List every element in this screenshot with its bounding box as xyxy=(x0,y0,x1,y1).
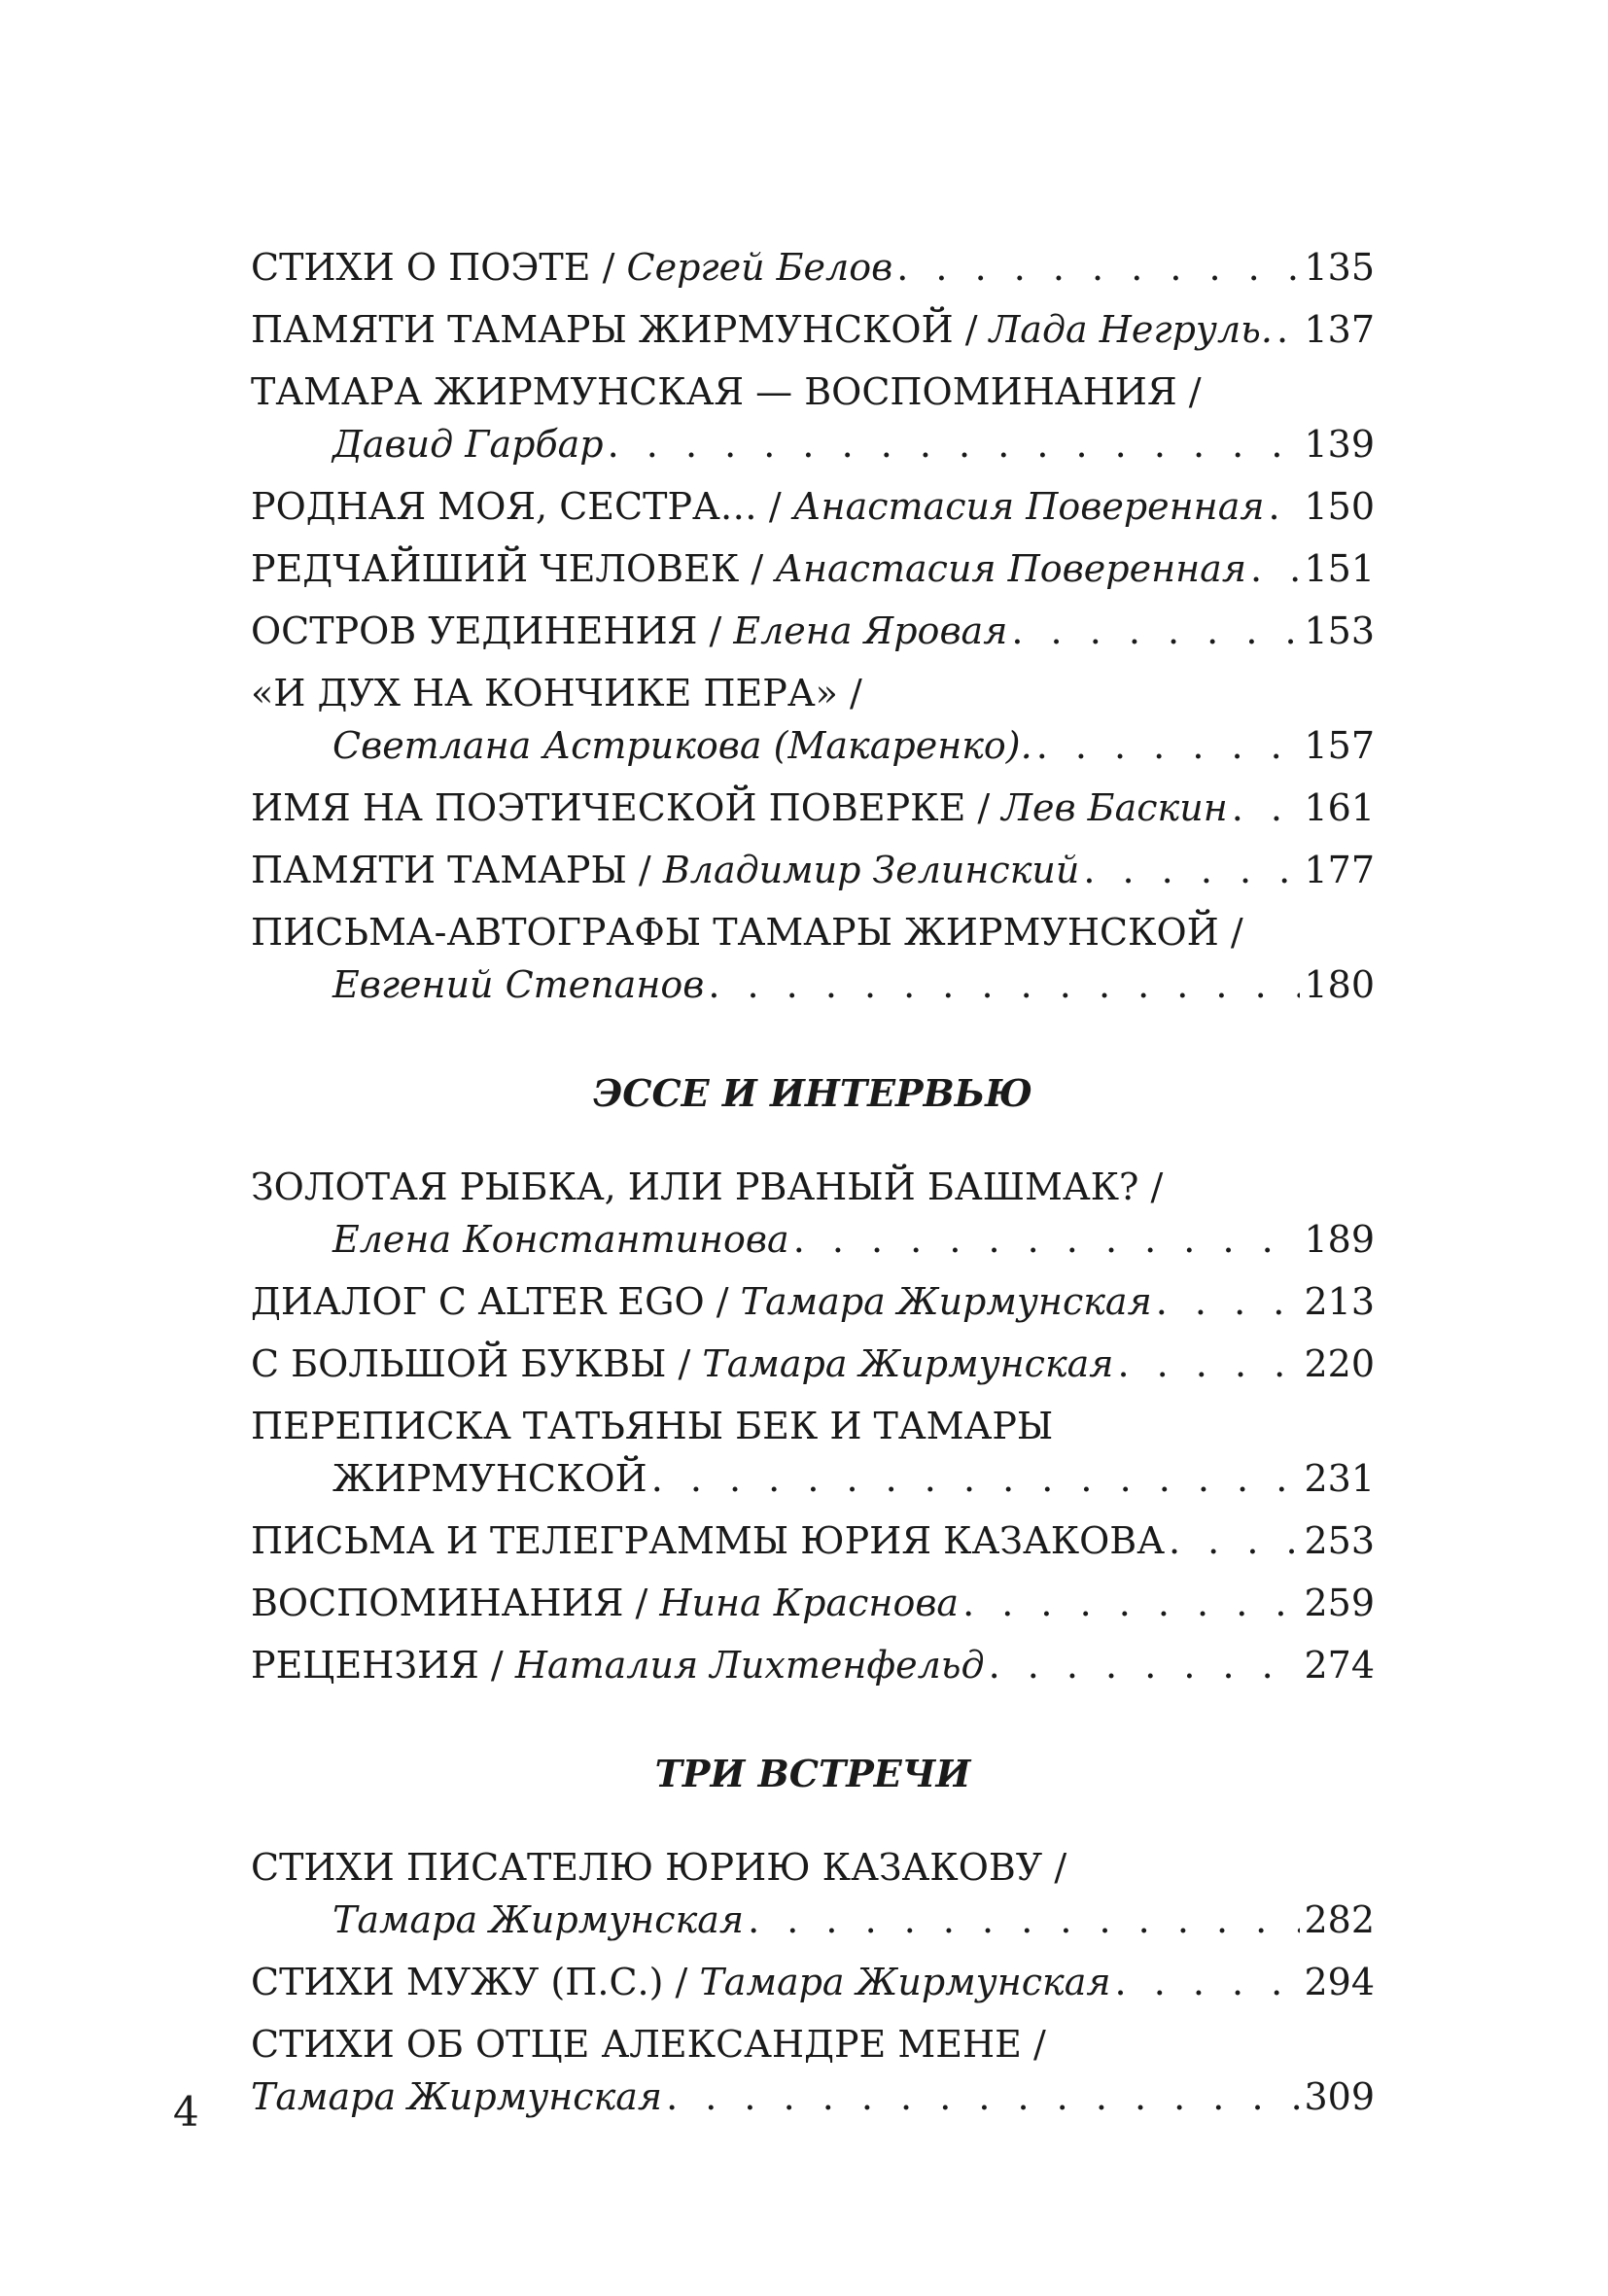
entry-author: Тамара Жирмунская xyxy=(740,1280,1152,1323)
entry-author: Тамара Жирмунская xyxy=(699,1961,1111,2003)
entry-text xyxy=(251,1577,959,1629)
entry-author: Владимир Зелинский xyxy=(662,849,1080,891)
entry-text xyxy=(251,1338,1113,1390)
entry-author: Наталия Лихтенфельд xyxy=(514,1644,985,1687)
entry-author: Лев Баскин xyxy=(1001,786,1228,829)
toc-entry-line xyxy=(251,1452,1375,1505)
dot-leader xyxy=(748,1894,1300,1946)
toc-entry xyxy=(251,1956,1375,2008)
toc-entry-line xyxy=(251,2018,1375,2070)
entry-text xyxy=(332,418,604,470)
entry-title: ОСТРОВ УЕДИНЕНИЯ / xyxy=(251,609,722,652)
entry-author: Анастасия Поверенная xyxy=(775,547,1246,590)
toc-entry-line xyxy=(251,1841,1375,1894)
entry-title: ЗОЛОТАЯ РЫБКА, ИЛИ РВАНЫЙ БАШМАК? / xyxy=(251,1165,1164,1208)
entry-text xyxy=(251,605,1007,657)
entry-text xyxy=(251,1514,1165,1567)
dot-leader xyxy=(989,1639,1301,1691)
section-title: ЭССЕ И ИНТЕРВЬЮ xyxy=(592,1071,1033,1115)
entry-text xyxy=(332,1894,744,1946)
dot-leader xyxy=(608,418,1301,470)
dot-leader xyxy=(708,958,1300,1011)
entry-page-number: 189 xyxy=(1304,1218,1375,1261)
entry-page-number: 231 xyxy=(1304,1457,1375,1500)
toc-entry-line xyxy=(251,1894,1375,1946)
entry-title: СТИХИ МУЖУ (П.С.) / xyxy=(251,1961,688,2003)
entry-author: Елена Яровая xyxy=(733,609,1008,652)
entry-page-number: 153 xyxy=(1304,609,1375,652)
entry-page-number: 274 xyxy=(1304,1644,1375,1687)
toc-entry-line xyxy=(251,605,1375,657)
toc-entry-line xyxy=(251,542,1375,595)
toc-entry xyxy=(251,1275,1375,1328)
entry-title: С БОЛЬШОЙ БУКВЫ / xyxy=(251,1342,691,1385)
entry-title: СТИХИ ОБ ОТЦЕ АЛЕКСАНДРЕ МЕНЕ / xyxy=(251,2023,1046,2066)
page-number: 4 xyxy=(173,2088,199,2136)
toc-entry xyxy=(251,1577,1375,1629)
toc-entry-line xyxy=(251,1400,1375,1452)
dot-leader xyxy=(1250,542,1300,595)
entry-title: ПИСЬМА И ТЕЛЕГРАММЫ ЮРИЯ КАЗАКОВА xyxy=(251,1519,1165,1562)
toc-entry-line xyxy=(251,667,1375,719)
section-title: ТРИ ВСТРЕЧИ xyxy=(654,1752,971,1795)
entry-page-number: 282 xyxy=(1304,1898,1375,1941)
dot-leader xyxy=(1036,719,1301,772)
entry-author: Светлана Астрикова (Макаренко). xyxy=(332,724,1032,767)
dot-leader xyxy=(1117,1338,1300,1390)
toc-entry-line xyxy=(251,418,1375,470)
toc-entry-line xyxy=(251,303,1375,356)
toc-entry-line xyxy=(251,1161,1375,1213)
toc-entry-line xyxy=(251,1577,1375,1629)
entry-text xyxy=(251,2070,662,2123)
toc-entry-line xyxy=(251,241,1375,294)
toc-entry-line xyxy=(251,365,1375,418)
toc-entry xyxy=(251,1841,1375,1946)
entry-author: Тамара Жирмунская xyxy=(251,2075,663,2118)
entry-page-number: 150 xyxy=(1304,485,1375,528)
toc-entry xyxy=(251,1338,1375,1390)
toc-entry xyxy=(251,605,1375,657)
toc-entry xyxy=(251,241,1375,294)
toc-entry-line xyxy=(251,906,1375,958)
toc-entry xyxy=(251,1639,1375,1691)
entry-page-number: 220 xyxy=(1304,1342,1375,1385)
entry-title: СТИХИ ПИСАТЕЛЮ ЮРИЮ КАЗАКОВУ / xyxy=(251,1846,1067,1889)
toc-entry-line xyxy=(251,1275,1375,1328)
entry-author: Сергей Белов xyxy=(626,246,893,289)
entry-title: ПИСЬМА-АВТОГРАФЫ ТАМАРЫ ЖИРМУНСКОЙ / xyxy=(251,911,1243,954)
table-of-contents xyxy=(251,241,1375,2123)
entry-text xyxy=(251,1275,1152,1328)
entry-title-continued: ЖИРМУНСКОЙ xyxy=(332,1457,647,1500)
entry-page-number: 151 xyxy=(1304,547,1375,590)
toc-entry xyxy=(251,542,1375,595)
entry-text xyxy=(332,1452,647,1505)
entry-title: ТАМАРА ЖИРМУНСКАЯ — ВОСПОМИНАНИЯ / xyxy=(251,370,1202,413)
entry-text xyxy=(332,719,1032,772)
dot-leader xyxy=(651,1452,1301,1505)
toc-entry-line xyxy=(251,844,1375,896)
entry-title: СТИХИ О ПОЭТЕ / xyxy=(251,246,615,289)
dot-leader xyxy=(666,2070,1300,2123)
entry-title: ДИАЛОГ С ALTER EGO / xyxy=(251,1280,729,1323)
entry-page-number: 157 xyxy=(1304,724,1375,767)
entry-author: Елена Константинова xyxy=(332,1218,789,1261)
toc-entry xyxy=(251,782,1375,834)
entry-author: Нина Краснова xyxy=(659,1582,960,1624)
entry-text xyxy=(251,844,1079,896)
entry-text xyxy=(251,241,892,294)
toc-entry-line xyxy=(251,958,1375,1011)
entry-page-number: 253 xyxy=(1304,1519,1375,1562)
entry-title: РОДНАЯ МОЯ, СЕСТРА… / xyxy=(251,485,782,528)
toc-entry xyxy=(251,365,1375,470)
entry-text xyxy=(251,480,1265,533)
toc-entry-line xyxy=(251,1338,1375,1390)
entry-page-number: 139 xyxy=(1304,423,1375,466)
dot-leader xyxy=(1276,303,1301,356)
toc-entry xyxy=(251,303,1375,356)
dot-leader xyxy=(793,1213,1301,1266)
toc-entry-line xyxy=(251,1956,1375,2008)
entry-title: ПЕРЕПИСКА ТАТЬЯНЫ БЕК И ТАМАРЫ xyxy=(251,1405,1054,1447)
entry-page-number: 294 xyxy=(1304,1961,1375,2003)
dot-leader xyxy=(1269,480,1301,533)
toc-entry xyxy=(251,906,1375,1011)
entry-text xyxy=(251,303,1273,356)
toc-entry-line xyxy=(251,1639,1375,1691)
entry-title: РЕЦЕНЗИЯ / xyxy=(251,1644,504,1687)
entry-title: ПАМЯТИ ТАМАРЫ ЖИРМУНСКОЙ / xyxy=(251,308,978,351)
entry-author: Лада Негруль. xyxy=(989,308,1273,351)
entry-author: Давид Гарбар xyxy=(332,423,604,466)
entry-author: Тамара Жирмунская xyxy=(702,1342,1114,1385)
dot-leader xyxy=(1232,782,1301,834)
entry-page-number: 309 xyxy=(1304,2075,1375,2118)
dot-leader xyxy=(1169,1514,1300,1567)
entry-title: ИМЯ НА ПОЭТИЧЕСКОЙ ПОВЕРКЕ / xyxy=(251,786,991,829)
entry-text xyxy=(332,1213,789,1266)
entry-title: ВОСПОМИНАНИЯ / xyxy=(251,1582,648,1624)
dot-leader xyxy=(896,241,1300,294)
toc-entry-line xyxy=(251,1514,1375,1567)
toc-entry xyxy=(251,1161,1375,1266)
dot-leader xyxy=(1115,1956,1301,2008)
toc-entry xyxy=(251,480,1375,533)
entry-page-number: 161 xyxy=(1304,786,1375,829)
toc-entry-line xyxy=(251,782,1375,834)
toc-entry xyxy=(251,667,1375,772)
entry-text xyxy=(332,958,704,1011)
entry-title: ПАМЯТИ ТАМАРЫ / xyxy=(251,849,651,891)
entry-title: «И ДУХ НА КОНЧИКЕ ПЕРА» / xyxy=(251,672,862,714)
entry-text xyxy=(251,542,1246,595)
entry-author: Евгений Степанов xyxy=(332,963,705,1006)
entry-text xyxy=(251,782,1228,834)
toc-entry-line xyxy=(251,480,1375,533)
entry-author: Анастасия Поверенная xyxy=(792,485,1265,528)
entry-page-number: 135 xyxy=(1304,246,1375,289)
dot-leader xyxy=(1083,844,1300,896)
entry-author: Тамара Жирмунская xyxy=(332,1898,745,1941)
entry-page-number: 177 xyxy=(1304,849,1375,891)
entry-page-number: 259 xyxy=(1304,1582,1375,1624)
toc-entry xyxy=(251,1400,1375,1505)
entry-title: РЕДЧАЙШИЙ ЧЕЛОВЕК / xyxy=(251,547,764,590)
entry-text xyxy=(251,1639,985,1691)
entry-page-number: 180 xyxy=(1304,963,1375,1006)
entry-page-number: 137 xyxy=(1304,308,1375,351)
entry-text xyxy=(251,1956,1111,2008)
toc-entry xyxy=(251,2018,1375,2123)
toc-entry-line xyxy=(251,2070,1375,2123)
entry-page-number: 213 xyxy=(1304,1280,1375,1323)
toc-entry-line xyxy=(251,1213,1375,1266)
dot-leader xyxy=(962,1577,1300,1629)
toc-entry xyxy=(251,844,1375,896)
dot-leader xyxy=(1156,1275,1301,1328)
dot-leader xyxy=(1011,605,1300,657)
toc-entry-line xyxy=(251,719,1375,772)
toc-entry xyxy=(251,1514,1375,1567)
